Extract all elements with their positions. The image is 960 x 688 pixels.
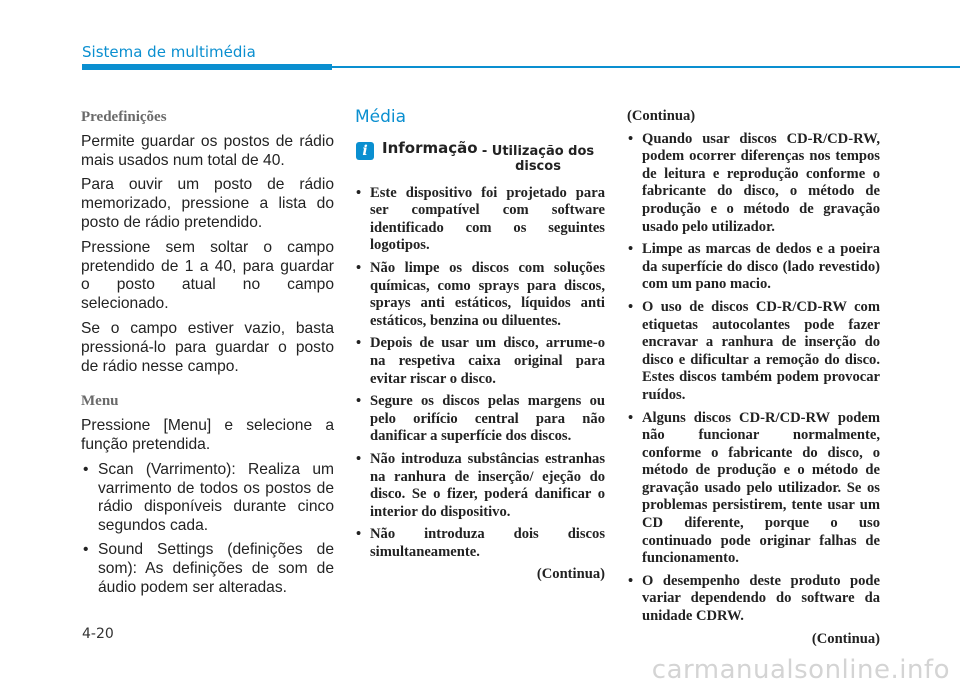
list-item bbox=[627, 299, 880, 405]
media-heading: Média bbox=[355, 107, 407, 127]
info-subtitle: - Utilização dos discos bbox=[481, 143, 595, 174]
bullet-icon: • bbox=[628, 298, 634, 315]
bullet-icon: • bbox=[356, 335, 362, 352]
presets-heading: Predefinições bbox=[81, 109, 167, 125]
bullet-icon: • bbox=[628, 130, 634, 147]
bullet-icon: • bbox=[356, 450, 362, 467]
info-icon: i bbox=[356, 142, 374, 160]
list-item bbox=[627, 241, 880, 294]
disc-care-list bbox=[355, 185, 605, 562]
menu-list bbox=[81, 461, 334, 598]
bullet-icon: • bbox=[628, 409, 634, 426]
list-item-text: Quando usar discos CD-R/CD-RW, podem ocorrer diferenças nos tempos de leitura e reprodução conforme o fabricante do disco, o método de produção e o método de gravação usado pelo utilizador. bbox=[642, 130, 880, 235]
header-rule-thick bbox=[82, 64, 332, 70]
list-item-text: O desempenho deste produto pode variar dependendo do software da unidade CDRW. bbox=[642, 572, 880, 625]
list-item bbox=[627, 131, 880, 237]
list-item bbox=[355, 451, 605, 521]
bullet-icon: • bbox=[83, 540, 89, 558]
bullet-icon: • bbox=[356, 259, 362, 276]
presets-paragraph: Para ouvir um posto de rádio memorizado, pressione a lista do posto de rádio pretendido. bbox=[81, 176, 334, 231]
presets-paragraph: Se o campo estiver vazio, basta pressioná-lo para guardar o posto de rádio nesse campo. bbox=[81, 319, 334, 375]
watermark: carmanualsonline.info bbox=[651, 655, 950, 685]
left-column bbox=[81, 108, 334, 602]
list-item bbox=[81, 461, 334, 536]
list-item bbox=[355, 185, 605, 255]
section-title: Sistema de multimédia bbox=[82, 43, 256, 61]
list-item bbox=[355, 526, 605, 561]
list-item bbox=[81, 541, 334, 597]
list-item-text: Não introduza dois discos simultaneamente. bbox=[370, 526, 605, 560]
list-item bbox=[355, 335, 605, 388]
list-item-text: Limpe as marcas de dedos e a poeira da superfície do disco (lado revestido) com um pano macio. bbox=[642, 241, 880, 293]
list-item bbox=[355, 393, 605, 446]
presets-paragraph: Permite guardar os postos de rádio mais usados num total de 40. bbox=[81, 132, 334, 169]
list-item-text: Scan (Varrimento): Realiza um varrimento de todos os postos de rádio disponíveis durante cinco segundos cada. bbox=[98, 460, 334, 535]
menu-intro: Pressione [Menu] e selecione a função pretendida. bbox=[81, 417, 334, 453]
disc-care-list-continued bbox=[627, 131, 880, 626]
menu-heading: Menu bbox=[81, 393, 119, 410]
list-item-text: Não limpe os discos com soluções químicas, como sprays para discos, sprays anti estáticos, líquidos anti estáticos, benzina ou diluentes. bbox=[370, 259, 605, 329]
list-item-text: Depois de usar um disco, arrume-o na respetiva caixa original para evitar riscar o disco. bbox=[370, 335, 605, 387]
header-rule-thin bbox=[332, 66, 960, 68]
list-item-text: Segure os discos pelas margens ou pelo orifício central para não danificar a superfície dos discos. bbox=[370, 393, 605, 445]
bullet-icon: • bbox=[356, 184, 362, 201]
list-item-text: Este dispositivo foi projetado para ser compatível com software identificado com os seguintes logotipos. bbox=[370, 184, 605, 254]
list-item-text: Sound Settings (definições de som): As definições de som de áudio podem ser alteradas. bbox=[98, 540, 334, 596]
continued-label-top: (Continua) bbox=[627, 108, 696, 124]
bullet-icon: • bbox=[356, 393, 362, 410]
list-item-text: O uso de discos CD-R/CD-RW com etiquetas autocolantes pode fazer encravar a ranhura de inserção do disco e dificultar a remoção do disco. Estes discos também podem provocar ruídos. bbox=[642, 298, 880, 403]
list-item-text: Não introduza substâncias estranhas na ranhura de inserção/ ejeção do disco. Se o fizer, poderá danificar o interior do dispositivo. bbox=[370, 450, 605, 520]
page-number: 4-20 bbox=[82, 626, 114, 642]
continued-label: (Continua) bbox=[536, 566, 605, 583]
bullet-icon: • bbox=[628, 572, 634, 589]
right-column bbox=[627, 108, 880, 648]
bullet-icon: • bbox=[628, 241, 634, 258]
bullet-icon: • bbox=[356, 526, 362, 543]
list-item bbox=[355, 260, 605, 330]
info-box-header bbox=[355, 139, 605, 179]
presets-paragraph: Pressione sem soltar o campo pretendido de 1 a 40, para guardar o posto atual no campo selecionado. bbox=[81, 238, 334, 313]
middle-column bbox=[355, 108, 605, 584]
list-item bbox=[627, 573, 880, 626]
list-item bbox=[627, 410, 880, 568]
continued-label-bottom: (Continua) bbox=[811, 630, 880, 647]
info-title: Informação bbox=[382, 138, 478, 157]
list-item-text: Alguns discos CD-R/CD-RW podem não funcionar normalmente, conforme o fabricante do disco, o método de produção e o método de gravação usado pelo utilizador. Se os problemas persistirem, tente usar um CD diferente, porque o uso continuado pode originar falhas de funcionamento. bbox=[642, 409, 880, 567]
bullet-icon: • bbox=[83, 460, 89, 478]
